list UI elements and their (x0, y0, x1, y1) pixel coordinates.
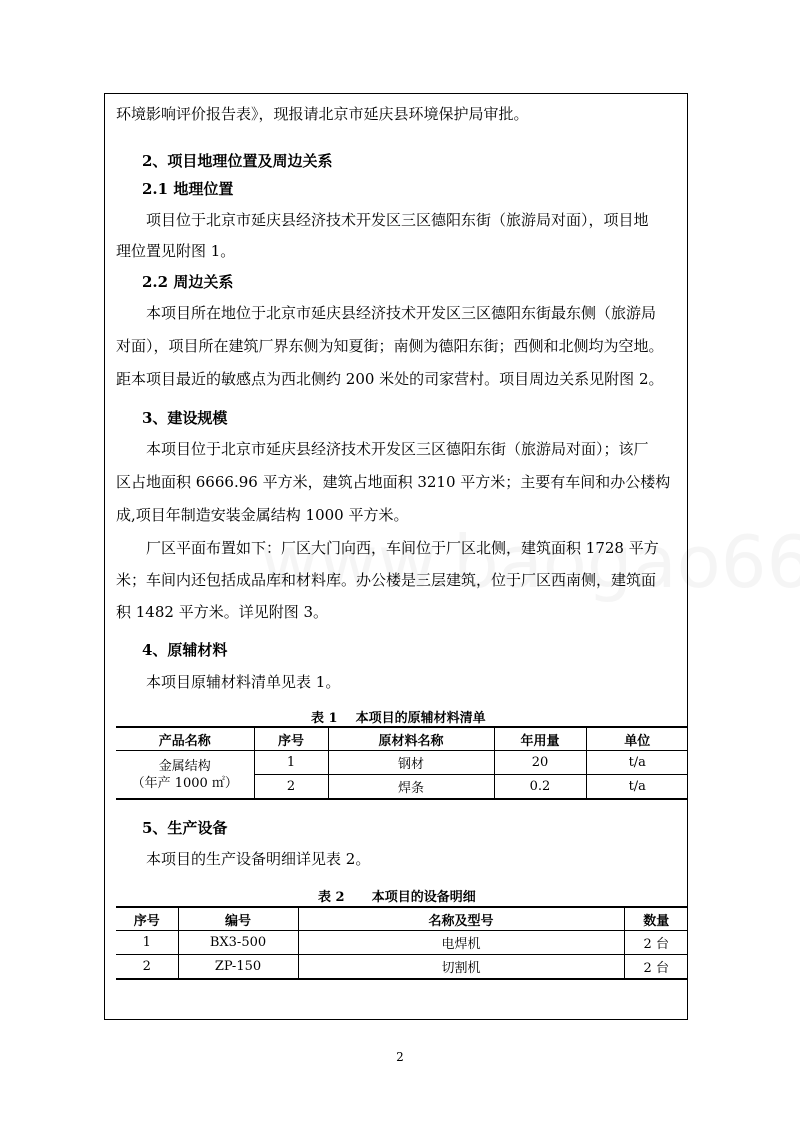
column-header: 单位 (586, 727, 688, 751)
section2-2-line: 距本项目最近的敏感点为西北侧约 200 米处的司家营村。项目周边关系见附图 2。 (116, 370, 664, 388)
section3-para1-line: 本项目位于北京市延庆县经济技术开发区三区德阳东街（旅游局对面）；该厂 (146, 440, 649, 458)
column-header: 名称及型号 (298, 907, 624, 931)
section2-2-heading: 2.2 周边关系 (142, 273, 234, 291)
section3-heading: 3、建设规模 (142, 409, 228, 427)
table1-caption: 表 1 本项目的原辅材料清单 (311, 711, 486, 726)
section3-para2-line: 米；车间内还包括成品库和材料库。办公楼是三层建筑，位于厂区西南侧，建筑面 (116, 571, 657, 589)
table-cell: 2 (254, 775, 328, 800)
section4-text: 本项目原辅材料清单见表 1。 (146, 673, 341, 691)
column-header: 编号 (178, 907, 298, 931)
column-header: 年用量 (494, 727, 586, 751)
table2-caption: 表 2 本项目的设备明细 (318, 890, 476, 905)
column-header: 序号 (254, 727, 328, 751)
table-cell: ZP-150 (178, 955, 298, 980)
table-row (116, 955, 688, 980)
section3-para2-line: 厂区平面布置如下：厂区大门向西，车间位于厂区北侧，建筑面积 1728 平方 (146, 539, 659, 557)
section3-para2-line: 积 1482 平方米。详见附图 3。 (116, 603, 329, 621)
table-row (116, 751, 688, 775)
column-header: 原材料名称 (328, 727, 494, 751)
section2-2-line: 对面），项目所在建筑厂界东侧为知夏街；南侧为德阳东街；西侧和北侧均为空地。 (116, 337, 664, 355)
product-note: （年产 1000 ㎡） (131, 775, 238, 791)
section2-1-line: 理位置见附图 1。 (116, 242, 236, 260)
column-header: 序号 (116, 907, 178, 931)
table-cell: t/a (586, 751, 688, 775)
table-header-row (116, 907, 688, 931)
section4-heading: 4、原辅材料 (142, 641, 228, 659)
table-cell: 电焊机 (298, 931, 624, 955)
table-cell: t/a (586, 775, 688, 800)
table-cell: 20 (494, 751, 586, 775)
section3-para1-line: 成,项目年制造安装金属结构 1000 平方米。 (116, 506, 409, 524)
table-cell: 焊条 (328, 775, 494, 800)
table-cell: 切割机 (298, 955, 624, 980)
table-cell: 2 台 (624, 955, 688, 980)
table-row (116, 931, 688, 955)
table-header-row (116, 727, 688, 751)
materials-table (116, 726, 688, 800)
column-header: 产品名称 (116, 727, 254, 751)
table-cell: BX3-500 (178, 931, 298, 955)
equipment-table (116, 906, 688, 980)
section2-heading: 2、项目地理位置及周边关系 (142, 152, 333, 170)
section3-para1-line: 区占地面积 6666.96 平方米，建筑占地面积 3210 平方米；主要有车间和办公楼构 (116, 473, 671, 491)
table-cell: 0.2 (494, 775, 586, 800)
table-cell: 钢材 (328, 751, 494, 775)
page-number: 2 (396, 1050, 404, 1064)
product-name-cell (116, 751, 254, 800)
section2-1-heading: 2.1 地理位置 (142, 180, 234, 198)
column-header: 数量 (624, 907, 688, 931)
product-name: 金属结构 (158, 758, 211, 774)
table-cell: 1 (116, 931, 178, 955)
table-cell: 2 台 (624, 931, 688, 955)
section5-heading: 5、生产设备 (142, 819, 228, 837)
table-cell: 1 (254, 751, 328, 775)
section2-1-line: 项目位于北京市延庆县经济技术开发区三区德阳东街（旅游局对面），项目地 (146, 211, 649, 229)
table-cell: 2 (116, 955, 178, 980)
section2-2-line: 本项目所在地位于北京市延庆县经济技术开发区三区德阳东街最东侧（旅游局 (146, 304, 657, 322)
watermark (260, 520, 800, 604)
section5-text: 本项目的生产设备明细详见表 2。 (146, 850, 371, 868)
intro-line: 环境影响评价报告表》，现报请北京市延庆县环境保护局审批。 (116, 105, 529, 123)
